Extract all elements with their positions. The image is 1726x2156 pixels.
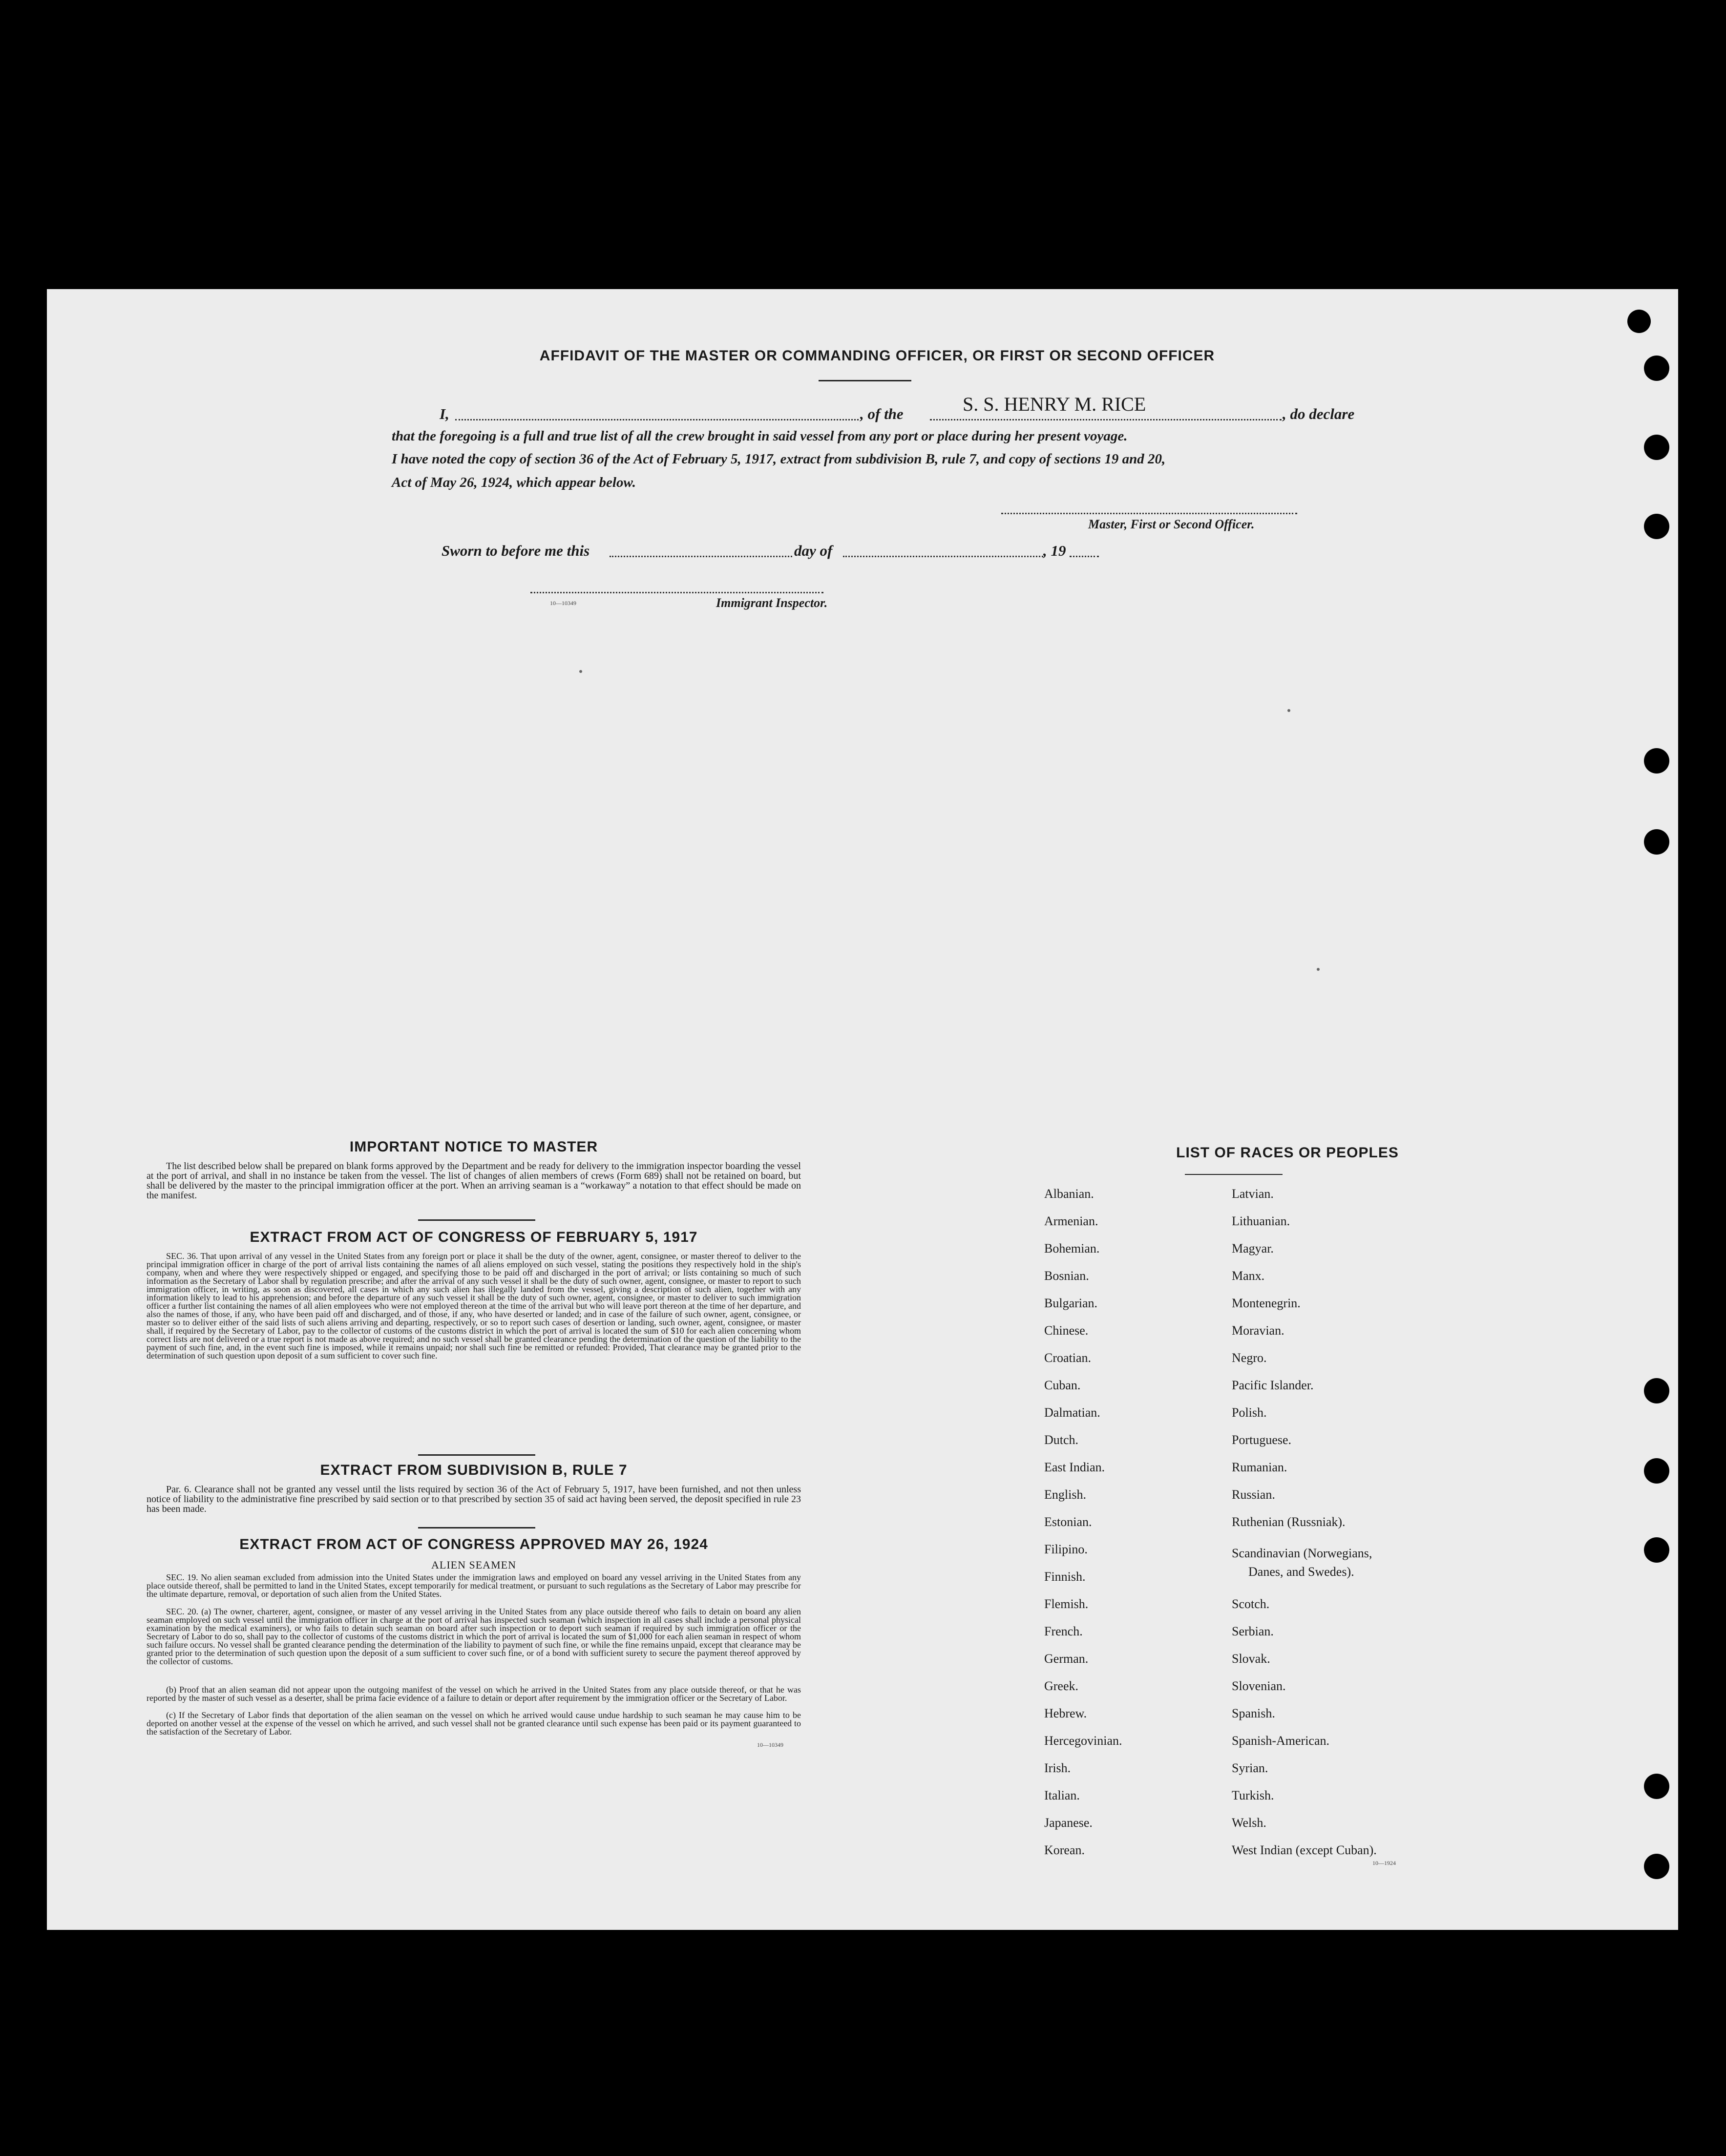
faint-mark [1287,709,1290,712]
race-left-6: Croatian. [1044,1351,1092,1365]
affidavit-title: AFFIDAVIT OF THE MASTER OR COMMANDING OFFICER, OR FIRST OR SECOND OFFICER [539,348,1215,364]
race-right-21: Syrian. [1232,1761,1268,1775]
race-right-13: Scandinavian (Norwegians, [1232,1546,1372,1560]
inspector-label: Immigrant Inspector. [716,596,828,610]
punch-hole [1644,435,1669,460]
race-left-13: Filipino. [1044,1542,1088,1556]
punch-hole [1644,748,1669,774]
punch-hole [1644,1458,1669,1484]
race-right-0: Latvian. [1232,1187,1274,1201]
act-1924-sec20a: SEC. 20. (a) The owner, charterer, agent, consignee, or master of any vessel arriving in the United States from any place outside thereof who fails to detain on board any alien seaman employed on such vessel until the immigration officer in charge at the port of arrival has inspected such seaman (which inspection in all cases shall include a personal physical examination by the medical examiners), or who fails to detain such seaman on board after such inspection or to deport such seaman if required by such immigration officer or the Secretary of Labor to do so, shall pay to the collector of customs of the customs district in which the port of arrival is located the sum of $1,000 for each alien seaman in respect of whom such failure occurs. No vessel shall be granted clearance pending the determination of the liability to payment of such fine, or while the fine remains unpaid, except that clearance may be granted prior to the determination of such question upon the deposit of a sum sufficient to cover such fine, or of a bond with sufficient surety to secure the payment thereof approved by the collector of customs. [147,1607,801,1666]
race-right-20: Spanish-American. [1232,1734,1330,1748]
race-right-7: Pacific Islander. [1232,1378,1314,1392]
punch-hole [1627,310,1651,333]
vessel-name: S. S. HENRY M. RICE [963,393,1146,415]
race-left-1: Armenian. [1044,1214,1098,1228]
race-right-5: Moravian. [1232,1323,1284,1338]
punch-hole [1644,1537,1669,1563]
race-right-2: Magyar. [1232,1241,1274,1256]
race-left-10: East Indian. [1044,1460,1105,1474]
master-signature-field[interactable] [1001,513,1297,514]
race-right-9: Portuguese. [1232,1433,1292,1447]
race-left-11: English. [1044,1487,1086,1502]
race-left-16: French. [1044,1624,1083,1638]
race-left-22: Italian. [1044,1788,1080,1802]
affidavit-form-number: 10—10349 [550,600,576,607]
act-1924-subtitle: ALIEN SEAMEN [431,1559,516,1571]
punch-hole [1644,1378,1669,1403]
race-left-3: Bosnian. [1044,1269,1089,1283]
sworn-day-label: day of [794,542,833,559]
race-right-3: Manx. [1232,1269,1265,1283]
race-left-17: German. [1044,1652,1089,1666]
race-left-12: Estonian. [1044,1515,1092,1529]
title-rule [819,380,911,381]
act-1924-sec20c: (c) If the Secretary of Labor finds that deportation of the alien seaman on the vessel on which he arrived would cause undue hardship to such seaman he may cause him to be deported on another vessel at the expense of the vessel on which he arrived, and such vessel shall not be granted clearance until such expense has been paid or its payment guaranteed to the satisfaction of the Secretary of Labor. [147,1710,801,1737]
affidavit-do-declare: , do declare [1283,405,1355,422]
race-left-18: Greek. [1044,1679,1079,1693]
race-right-8: Polish. [1232,1405,1267,1420]
race-left-8: Dalmatian. [1044,1405,1100,1420]
master-signature-label: Master, First or Second Officer. [1088,517,1255,531]
act-1924-sec19: SEC. 19. No alien seaman excluded from admission into the United States under the immigration laws and employed on board any vessel arriving in the United States from any place outside thereof, shall be permitted to land in the United States, except temporarily for medical treatment, or pursuant to such regulations as the Secretary of Labor may prescribe for the ultimate departure, removal, or deportation of such alien from the United States. [147,1572,801,1599]
race-right-4: Montenegrin. [1232,1296,1301,1310]
act-1924-sec20b: (b) Proof that an alien seaman did not appear upon the outgoing manifest of the vessel on which he arrived in the United States from any place outside thereof, or that he was reported by the master of such vessel as a deserter, shall be prima facie evidence of a failure to detain or deport after requirement by the immigration officer or the Secretary of Labor. [147,1685,801,1703]
race-left-0: Albanian. [1044,1187,1094,1201]
punch-hole [1644,1774,1669,1799]
race-left-15: Flemish. [1044,1597,1089,1611]
affidavit-line3: I have noted the copy of section 36 of the Act of February 5, 1917, extract from subdivision B, rule 7, and copy of sections 19 and 20, [392,451,1166,467]
race-right-11: Russian. [1232,1487,1275,1502]
faint-mark [579,670,582,673]
document-page [47,289,1678,1930]
punch-hole [1644,356,1669,381]
race-left-20: Hercegovinian. [1044,1734,1122,1748]
race-left-7: Cuban. [1044,1378,1081,1392]
race-left-2: Bohemian. [1044,1241,1100,1256]
inspector-signature-field[interactable] [530,592,823,593]
affidavit-line1-start: I, [440,405,449,422]
notice-title: IMPORTANT NOTICE TO MASTER [349,1139,598,1155]
race-right-10: Rumanian. [1232,1460,1287,1474]
act-1917-rule [418,1454,535,1456]
sworn-text: Sworn to before me this [442,542,590,559]
race-left-19: Hebrew. [1044,1706,1087,1720]
vessel-name-field[interactable] [930,419,1282,420]
rule-7-text: Par. 6. Clearance shall not be granted any vessel until the lists required by section 36 of the Act of February 5, 1917, have been furnished, and not then unless notice of liability to the administrative fine prescribed by said section or to that prescribed by section 35 of said act having been served, the deposit specified in rule 23 has been made. [147,1484,801,1514]
race-left-24: Korean. [1044,1843,1085,1857]
rule-7-rule [418,1527,535,1528]
race-right-1: Lithuanian. [1232,1214,1290,1228]
race-left-14: Finnish. [1044,1570,1086,1584]
punch-hole [1644,514,1669,539]
race-right-16: Serbian. [1232,1624,1274,1638]
race-right-12: Ruthenian (Russniak). [1232,1515,1346,1529]
race-left-4: Bulgarian. [1044,1296,1098,1310]
race-right-23: Welsh. [1232,1816,1266,1830]
affidavit-line2: that the foregoing is a full and true list of all the crew brought in said vessel from any port or place during her present voyage. [392,428,1128,444]
race-right-14: Danes, and Swedes). [1248,1565,1354,1579]
act-1917-text: SEC. 36. That upon arrival of any vessel in the United States from any foreign port or place it shall be the duty of the owner, agent, consignee, or master thereof to deliver to the principal immigration officer in charge of the port of arrival lists containing the names of all aliens employed on such vessel, stating the positions they respectively hold in the ship's company, when and where they were respectively shipped or engaged, and specifying those to be paid off and discharged in the port of arrival; or lists containing so much of such information as the Secretary of Labor shall by regulation prescribe; and after the arrival of any such vessel it shall be the duty of such owner, agent, consignee, or master to report to such immigration officer, in writing, as soon as discovered, all cases in which any such alien has illegally landed from the vessel, giving a description of such alien, together with any information likely to lead to his apprehension; and before the departure of any such vessel it shall be the duty of such owner, agent, consignee, or master to deliver to such immigration officer a further list containing the names of all alien employees who were not employed thereon at the time of the arrival but who will leave port thereon at the time of her departure, and also the names of those, if any, who have been paid off and discharged, and of those, if any, who have deserted or landed; and in case of the failure of such owner, agent, consignee, or master so to deliver either of the said lists of such aliens arriving and departing, respectively, or so to report such cases of desertion or landing, such owner, agent, consignee, or master shall, if required by the Secretary of Labor, pay to the collector of customs of the customs district in which the port of arrival is located the sum of $10 for each alien concerning whom correct lists are not delivered or a true report is not made as above required; and no such vessel shall be granted clearance pending the determination of the question of the liability to the payment of such fine, and, in the event such fine is imposed, while it remains unpaid; nor shall such fine be remitted or refunded: Provided, That clearance may be granted prior to the determination of such question upon deposit of a sum sufficient to cover such fine. [147,1251,801,1361]
race-right-15: Scotch. [1232,1597,1270,1611]
notice-text: The list described below shall be prepared on blank forms approved by the Department and be ready for delivery to the immigration inspector boarding the vessel at the port of arrival, and shall in no instance be taken from the vessel. The list of changes of alien members of crews (Form 689) shall not be retained on board, but shall be delivered by the master to the principal immigration officer at the port. When an arriving seaman is a “workaway” a notation to that effect should be made on the manifest. [147,1161,801,1201]
race-right-18: Slovenian. [1232,1679,1286,1693]
act-1924-title: EXTRACT FROM ACT OF CONGRESS APPROVED MAY 26, 1924 [239,1536,708,1552]
act-1917-title: EXTRACT FROM ACT OF CONGRESS OF FEBRUARY 5, 1917 [250,1229,698,1245]
race-right-6: Negro. [1232,1351,1267,1365]
sworn-month-field[interactable] [843,556,1043,557]
sworn-year-field[interactable] [1070,556,1099,557]
punch-hole [1644,829,1669,855]
race-left-9: Dutch. [1044,1433,1079,1447]
act-1924-form-number: 10—10349 [757,1741,783,1748]
race-left-23: Japanese. [1044,1816,1093,1830]
race-right-24: West Indian (except Cuban). [1232,1843,1377,1857]
race-left-5: Chinese. [1044,1323,1089,1338]
notice-rule [418,1219,535,1221]
races-title: LIST OF RACES OR PEOPLES [1176,1145,1399,1161]
race-right-19: Spanish. [1232,1706,1275,1720]
faint-mark [1317,968,1320,971]
master-name-field[interactable] [455,419,859,420]
sworn-year-label: , 19 [1043,542,1066,559]
rule-7-title: EXTRACT FROM SUBDIVISION B, RULE 7 [320,1462,628,1478]
punch-hole [1644,1854,1669,1879]
race-right-17: Slovak. [1232,1652,1270,1666]
race-left-21: Irish. [1044,1761,1071,1775]
race-right-22: Turkish. [1232,1788,1274,1802]
affidavit-of-the: , of the [860,405,904,422]
races-form-number: 10—1924 [1372,1860,1396,1866]
affidavit-line4: Act of May 26, 1924, which appear below. [392,475,636,490]
sworn-date-field[interactable] [610,556,792,557]
races-rule [1185,1174,1283,1175]
